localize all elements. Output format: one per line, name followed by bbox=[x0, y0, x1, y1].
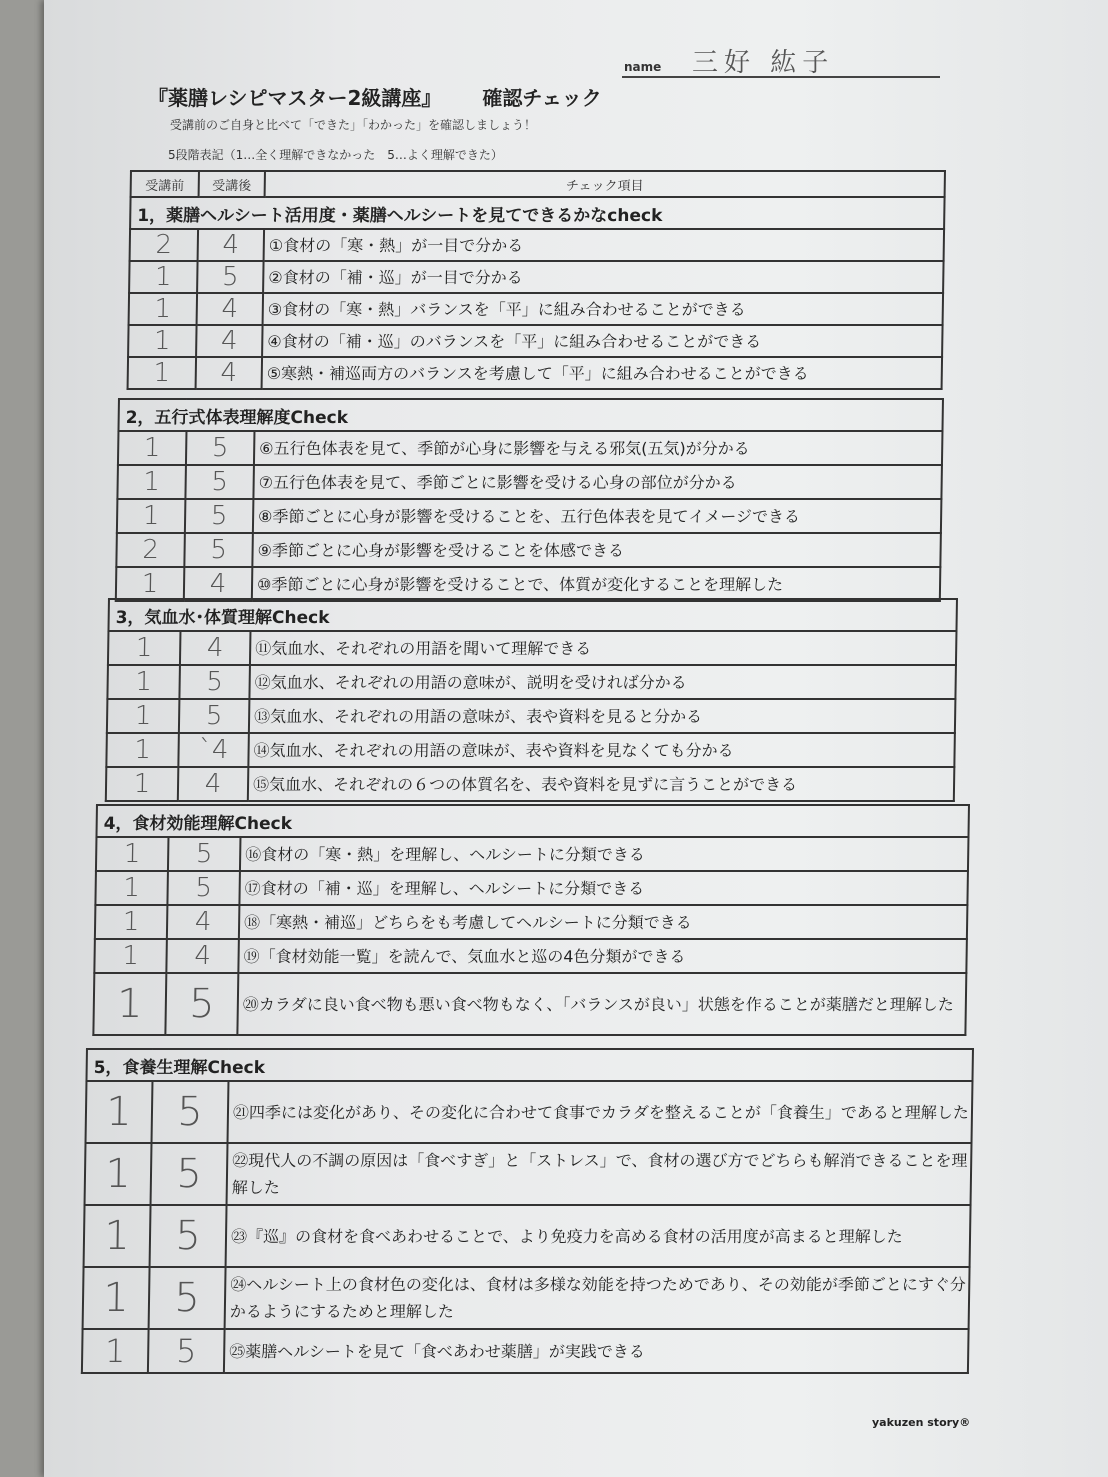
check-item-text: ⑫気血水、それぞれの用語の意味が、説明を受ければ分かる bbox=[249, 665, 956, 699]
before-score: 1 bbox=[107, 699, 180, 733]
check-item-text: ⑧季節ごとに心身が影響を受けることを、五行色体表を見てイメージできる bbox=[253, 499, 942, 533]
after-score: 5 bbox=[167, 871, 240, 905]
before-score: 1 bbox=[106, 767, 179, 801]
check-item-text: ⑥五行色体表を見て、季節が心身に影響を与える邪気(五気)が分かる bbox=[254, 431, 943, 465]
check-row bbox=[83, 1267, 970, 1329]
after-score: 5 bbox=[150, 1205, 227, 1267]
check-item-text: ③食材の「寒・熱」バランスを「平」に組み合わせることができる bbox=[263, 293, 944, 325]
section-header bbox=[86, 1049, 973, 1081]
after-score: 5 bbox=[165, 973, 238, 1035]
check-row bbox=[129, 261, 944, 293]
after-score: 5 bbox=[184, 533, 253, 567]
check-item-text: ⑮気血水、それぞれの６つの体質名を、表や資料を見ずに言うことができる bbox=[248, 767, 955, 801]
section-header bbox=[108, 599, 957, 631]
check-row bbox=[128, 325, 943, 357]
before-score: 1 bbox=[128, 357, 197, 389]
check-row bbox=[85, 1143, 972, 1205]
after-score: 5 bbox=[186, 431, 255, 465]
section-header bbox=[118, 399, 943, 431]
after-score: 5 bbox=[149, 1267, 226, 1329]
after-score: 5 bbox=[179, 699, 250, 733]
check-item-text: ㉒現代人の不調の原因は「食べすぎ」と「ストレス」で、食材の選び方でどちらも解消できることを理解した bbox=[227, 1143, 972, 1205]
check-item-text: ㉑四季には変化があり、その変化に合わせて食事でカラダを整えることが「食養生」であると理解した bbox=[228, 1081, 973, 1143]
checklist-table-part-2 bbox=[115, 398, 944, 602]
after-score: 4 bbox=[178, 767, 249, 801]
check-item-text: ㉔ヘルシート上の食材色の変化は、食材は多様な効能を持つためであり、その効能が季節ごとにすぐ分かるようにするためと理解した bbox=[225, 1267, 970, 1329]
section-title: 5，食養生理解Check bbox=[86, 1049, 973, 1081]
checklist-table-part-3 bbox=[105, 598, 958, 802]
before-score: 1 bbox=[106, 733, 179, 767]
check-row bbox=[128, 357, 943, 389]
check-row bbox=[117, 465, 942, 499]
check-row bbox=[116, 533, 941, 567]
after-score: 5 bbox=[179, 665, 250, 699]
before-score: 1 bbox=[129, 293, 198, 325]
check-row bbox=[117, 499, 942, 533]
check-row bbox=[82, 1329, 969, 1373]
before-score: 1 bbox=[82, 1329, 149, 1373]
check-row bbox=[84, 1205, 971, 1267]
check-item-text: ⑨季節ごとに心身が影響を受けることを体感できる bbox=[252, 533, 941, 567]
after-score: 4 bbox=[167, 905, 240, 939]
check-row bbox=[106, 767, 955, 801]
check-item-text: ⑩季節ごとに心身が影響を受けることで、体質が変化することを理解した bbox=[252, 567, 941, 601]
check-row bbox=[130, 229, 945, 261]
before-score: 1 bbox=[116, 567, 185, 601]
before-score: 1 bbox=[84, 1205, 151, 1267]
before-score: 2 bbox=[130, 229, 199, 261]
brand-footer: yakuzen story® bbox=[872, 1416, 971, 1429]
name-handwritten: 三好 紘子 bbox=[692, 48, 835, 78]
scale-note: 5段階表記（1…全く理解できなかった 5…よく理解できた） bbox=[168, 148, 503, 162]
section-title: 4，食材効能理解Check bbox=[96, 805, 969, 837]
name-line bbox=[622, 46, 940, 78]
check-item-text: ⑰食材の「補・巡」を理解し、ヘルシートに分類できる bbox=[239, 871, 968, 905]
after-score: 5 bbox=[168, 837, 241, 871]
before-score: 1 bbox=[117, 499, 186, 533]
before-score: 1 bbox=[118, 431, 187, 465]
before-score: 1 bbox=[128, 325, 197, 357]
check-item-text: ⑦五行色体表を見て、季節ごとに影響を受ける心身の部位が分かる bbox=[253, 465, 942, 499]
after-score: 4 bbox=[197, 293, 264, 325]
checklist-table-part-5 bbox=[81, 1048, 974, 1374]
check-item-text: ⑭気血水、それぞれの用語の意味が、表や資料を見なくても分かる bbox=[248, 733, 955, 767]
checklist-table-part-4 bbox=[92, 804, 970, 1036]
before-score: 1 bbox=[95, 905, 168, 939]
check-item-text: ②食材の「補・巡」が一目で分かる bbox=[263, 261, 944, 293]
check-item-text: ①食材の「寒・熱」が一目で分かる bbox=[264, 229, 945, 261]
before-score: 1 bbox=[94, 939, 167, 973]
before-score: 1 bbox=[93, 973, 166, 1035]
col-after-header: 受講後 bbox=[199, 171, 265, 197]
section-header bbox=[96, 805, 969, 837]
checklist-table-part-1 bbox=[127, 170, 946, 390]
check-row bbox=[96, 837, 969, 871]
check-row bbox=[129, 293, 944, 325]
before-score: 1 bbox=[95, 871, 168, 905]
check-row bbox=[106, 733, 955, 767]
check-item-text: ⑳カラダに良い食べ物も悪い食べ物もなく、「バランスが良い」状態を作ることが薬膳だと理解した bbox=[237, 973, 966, 1035]
check-item-text: ⑱「寒熱・補巡」どちらをも考慮してヘルシートに分類できる bbox=[239, 905, 968, 939]
intro-text: 受講前のご自身と比べて「できた」「わかった」を確認しましょう！ bbox=[170, 118, 537, 132]
after-score: 5 bbox=[197, 261, 264, 293]
section-title: 3，気血水･体質理解Check bbox=[108, 599, 957, 631]
after-score: 4 bbox=[196, 325, 263, 357]
after-score: 5 bbox=[151, 1143, 228, 1205]
course-title: 『薬膳レシピマスター2級講座』 bbox=[148, 86, 442, 110]
before-score: 1 bbox=[108, 631, 181, 665]
check-row bbox=[95, 905, 968, 939]
check-row bbox=[95, 871, 968, 905]
check-row bbox=[118, 431, 943, 465]
check-title: 確認チェック bbox=[482, 86, 602, 110]
before-score: 1 bbox=[96, 837, 169, 871]
after-score: 5 bbox=[152, 1081, 229, 1143]
check-row bbox=[116, 567, 941, 601]
before-score: 1 bbox=[85, 1143, 152, 1205]
check-row bbox=[94, 939, 967, 973]
check-row bbox=[93, 973, 966, 1035]
check-item-text: ④食材の「補・巡」のバランスを「平」に組み合わせることができる bbox=[262, 325, 943, 357]
after-score: 4 bbox=[184, 567, 253, 601]
before-score: 2 bbox=[116, 533, 185, 567]
check-item-text: ㉓『巡』の食材を食べあわせることで、より免疫力を高める食材の活用度が高まると理解した bbox=[226, 1205, 971, 1267]
after-score: 4 bbox=[166, 939, 239, 973]
check-row bbox=[86, 1081, 973, 1143]
after-score: 4 bbox=[196, 357, 263, 389]
before-score: 1 bbox=[83, 1267, 150, 1329]
check-row bbox=[107, 665, 956, 699]
after-score: 5 bbox=[148, 1329, 225, 1373]
check-item-text: ⑬気血水、それぞれの用語の意味が、表や資料を見ると分かる bbox=[249, 699, 956, 733]
check-item-text: ⑤寒熱・補巡両方のバランスを考慮して「平」に組み合わせることができる bbox=[262, 357, 943, 389]
section-title: 2，五行式体表理解度Check bbox=[118, 399, 943, 431]
check-item-text: ㉕薬膳ヘルシートを見て「食べあわせ薬膳」が実践できる bbox=[224, 1329, 969, 1373]
before-score: 1 bbox=[86, 1081, 153, 1143]
before-score: 1 bbox=[117, 465, 186, 499]
check-item-text: ⑲「食材効能一覧」を読んで、気血水と巡の4色分類ができる bbox=[238, 939, 967, 973]
col-item-header: チェック項目 bbox=[265, 171, 945, 197]
after-score: 4 bbox=[198, 229, 265, 261]
check-row bbox=[107, 699, 956, 733]
name-label: name bbox=[624, 60, 662, 74]
col-before-header: 受講前 bbox=[131, 171, 199, 197]
check-row bbox=[108, 631, 957, 665]
section-title: 1，薬膳ヘルシート活用度・薬膳ヘルシートを見てできるかなcheck bbox=[130, 197, 945, 229]
check-item-text: ⑪気血水、それぞれの用語を聞いて理解できる bbox=[250, 631, 957, 665]
section-header bbox=[130, 197, 945, 229]
before-score: 1 bbox=[129, 261, 198, 293]
after-score: `4 bbox=[178, 733, 249, 767]
after-score: 5 bbox=[185, 499, 254, 533]
after-score: 5 bbox=[185, 465, 254, 499]
check-item-text: ⑯食材の「寒・熱」を理解し、ヘルシートに分類できる bbox=[240, 837, 969, 871]
page-title bbox=[148, 82, 602, 111]
after-score: 4 bbox=[180, 631, 251, 665]
before-score: 1 bbox=[107, 665, 180, 699]
